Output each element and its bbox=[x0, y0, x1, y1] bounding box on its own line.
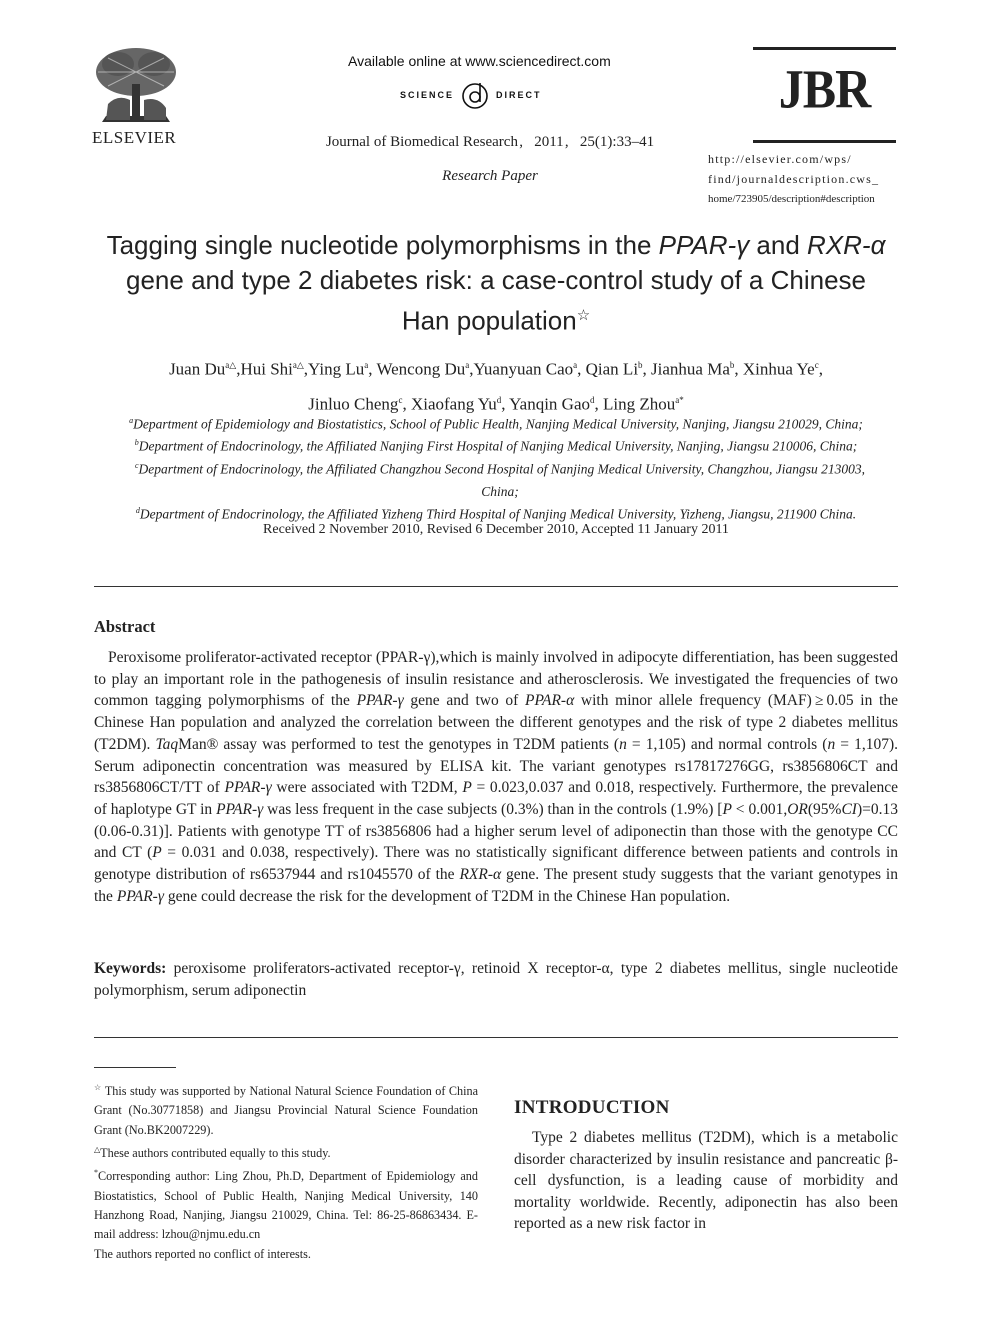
author-list bbox=[80, 350, 912, 419]
author-affiliation-mark: c bbox=[398, 394, 403, 405]
abstract-heading: Abstract bbox=[94, 617, 156, 636]
keywords-text: peroxisome proliferators-activated receptor-γ, retinoid X receptor-α, type 2 diabetes mellitus, single nucleotide polymorphism, serum adiponectin bbox=[94, 960, 898, 999]
author-affiliation-mark: a* bbox=[675, 394, 684, 405]
footnote-corresponding: *Corresponding author: Ling Zhou, Ph.D, Department of Epidemiology and Biostatistics, School of Public Health, Nanjing Medical University, 140 Hanzhong Road, Nanjing, Jiangsu 210029, China. Tel: 86-25-86863434. E-mail address: lzhou@njmu.edu.cn bbox=[94, 1168, 478, 1242]
author-affiliation-mark: a bbox=[573, 360, 578, 370]
author-affiliation-mark: a△ bbox=[292, 360, 304, 370]
author-separator: , bbox=[577, 359, 586, 379]
jbr-bottom-rule bbox=[753, 140, 896, 143]
keywords bbox=[94, 958, 898, 1002]
title-gene-ppar: PPAR-γ bbox=[658, 230, 750, 260]
author-affiliation-mark: a△ bbox=[225, 360, 237, 370]
elsevier-tree-logo bbox=[88, 44, 184, 128]
footnotes bbox=[94, 1078, 478, 1264]
title-star-icon: ☆ bbox=[576, 307, 591, 324]
journal-url-line-3[interactable]: home/723905/description#description bbox=[708, 193, 875, 205]
abstract-body: Peroxisome proliferator-activated receptor (PPAR-γ),which is mainly involved in adipocyte differentiation, has been suggested to play an important role in the pathogenesis of insulin resistance and atherosclerosis. We investigated the frequencies of two common tagging polymorphisms of the PPAR-γ gene and two of PPAR-α with minor allele frequency (MAF) ≥ 0.05 in the Chinese Han population and analyzed the correlation between the different genotypes and the risk of type 2 diabetes mellitus (T2DM). TaqMan® assay was performed to test the genotypes in T2DM patients (n = 1,105) and normal controls (n = 1,107). Serum adiponectin concentration was measured by ELISA kit. The variant genotypes rs17817276GG, rs3856806CT and rs3856806CT/TT of PPAR-γ were associated with T2DM, P = 0.023,0.037 and 0.018, respectively. Furthermore, the prevalence of haplotype GT in PPAR-γ was less frequent in the case subjects (0.3%) than in the controls (1.9%) [P < 0.001,OR(95%CI)=0.13 (0.06-0.31)]. Patients with genotype TT of rs3856806 had a higher serum level of adiponectin than those with the genotype CC and CT (P = 0.031 and 0.038, respectively). There was no statistically significant difference between patients and controls in genotype distribution of rs6537944 and rs1045570 of the RXR-α gene. The present study suggests that the variant genotypes in the PPAR-γ gene could decrease the risk for the development of T2DM in the Chinese Han population. bbox=[94, 649, 899, 905]
sd-left-word: SCIENCE bbox=[400, 90, 455, 100]
title-line-3: Han population bbox=[401, 305, 577, 336]
affiliation-a: $^a$Department of Epidemiology and Biostatistics, School of Public Health, Nanjing Medical University, Nanjing, Jiangsu 210029, China; bbox=[129, 416, 863, 432]
affiliation-b: $^b$Department of Endocrinology, the Affiliated Nanjing First Hospital of Nanjing Medical University, Nanjing, Jiangsu 210006, China; bbox=[134, 438, 858, 454]
sciencedirect-at-icon bbox=[460, 79, 490, 111]
author-name: Xiaofang Yu bbox=[410, 394, 497, 414]
author-separator: , bbox=[402, 394, 411, 414]
footnote-equal-contribution: △These authors contributed equally to this study. bbox=[94, 1144, 331, 1161]
title-text-1: Tagging single nucleotide polymorphisms in the bbox=[106, 230, 659, 260]
title-gene-rxr: RXR-α bbox=[807, 230, 886, 260]
author-affiliation-mark: c bbox=[814, 360, 819, 370]
sd-right-word: DIRECT bbox=[496, 90, 542, 100]
affiliation-c: $^c$Department of Endocrinology, the Affiliated Changzhou Second Hospital of Nanjing Medical University, Changzhou, Jiangsu 213003, China; bbox=[134, 461, 865, 499]
author-name: Yanqin Gao bbox=[509, 394, 590, 414]
star-icon: ☆ bbox=[94, 1083, 102, 1092]
author-separator: , bbox=[642, 359, 652, 379]
journal-url-line-2[interactable]: find/journaldescription.cws_ bbox=[708, 172, 880, 186]
title-text-2: and bbox=[749, 230, 808, 260]
author-affiliation-mark: b bbox=[638, 360, 643, 370]
author-affiliation-mark: b bbox=[729, 360, 735, 370]
jbr-top-rule bbox=[753, 47, 896, 50]
journal-abbrev: JBR bbox=[778, 58, 871, 120]
title-line-2: gene and type 2 diabetes risk: a case-control study of a Chinese bbox=[126, 265, 866, 295]
author-affiliation-mark: a bbox=[364, 360, 369, 370]
footnote-conflict: The authors reported no conflict of interests. bbox=[94, 1246, 311, 1261]
author-affiliation-mark: d bbox=[496, 394, 502, 405]
author-affiliation-mark: d bbox=[590, 394, 595, 405]
article-title bbox=[80, 228, 912, 339]
author-separator: , bbox=[236, 359, 241, 379]
journal-url-line-1[interactable]: http://elsevier.com/wps/ bbox=[708, 152, 852, 166]
triangle-icon: △ bbox=[94, 1144, 101, 1154]
publisher-name: ELSEVIER bbox=[92, 128, 177, 147]
affiliation-d: $^d$Department of Endocrinology, the Affiliated Yizheng Third Hospital of Nanjing Medical University, Yizheng, Jiangsu, 211900 China. bbox=[135, 506, 857, 522]
author-name: Xinhua Ye bbox=[742, 359, 815, 379]
author-name: Hui Shi bbox=[240, 359, 293, 379]
author-name: Juan Du bbox=[169, 359, 226, 379]
keywords-label: Keywords: bbox=[94, 960, 167, 977]
author-name: Jinluo Cheng bbox=[308, 394, 399, 414]
introduction-body: Type 2 diabetes mellitus (T2DM), which is a metabolic disorder characterized by insulin resistance and pancreatic β-cell dysfunction, is a leading cause of morbidity and mortality worldwide. Recently, adiponectin has also been reported as a new risk factor in bbox=[514, 1129, 898, 1233]
author-separator: , bbox=[594, 394, 603, 414]
footnote-funding: ☆ This study was supported by National Natural Science Foundation of China Grant (No.30771858) and Jiangsu Provincial Natural Science Foundation Grant (No.BK2007229). bbox=[94, 1083, 478, 1137]
author-name: Ling Zhou bbox=[603, 394, 676, 414]
author-name: Qian Li bbox=[585, 359, 639, 379]
author-separator: , bbox=[303, 359, 309, 379]
journal-citation: Journal of Biomedical Research , 2011 , 25(1):33–41 bbox=[325, 134, 655, 150]
article-type: Research Paper bbox=[442, 168, 538, 184]
footnote-rule bbox=[94, 1067, 176, 1068]
author-name: Ying Lu bbox=[308, 359, 365, 379]
author-name: Yuanyuan Cao bbox=[473, 359, 574, 379]
author-name: Wencong Du bbox=[376, 359, 466, 379]
divider-top bbox=[94, 586, 898, 587]
available-online-text: Available online at www.sciencedirect.com bbox=[348, 53, 611, 69]
author-separator: , bbox=[368, 359, 377, 379]
author-separator: , bbox=[818, 359, 823, 379]
introduction-heading: INTRODUCTION bbox=[514, 1097, 670, 1118]
author-name: Jianhua Ma bbox=[651, 359, 730, 379]
author-separator: , bbox=[501, 394, 510, 414]
received-dates: Received 2 November 2010, Revised 6 December 2010, Accepted 11 January 2011 bbox=[263, 522, 729, 537]
author-separator: , bbox=[469, 359, 474, 379]
divider-bottom bbox=[94, 1037, 898, 1038]
sciencedirect-logo bbox=[400, 78, 542, 112]
author-affiliation-mark: a bbox=[465, 360, 470, 370]
author-separator: , bbox=[734, 359, 743, 379]
